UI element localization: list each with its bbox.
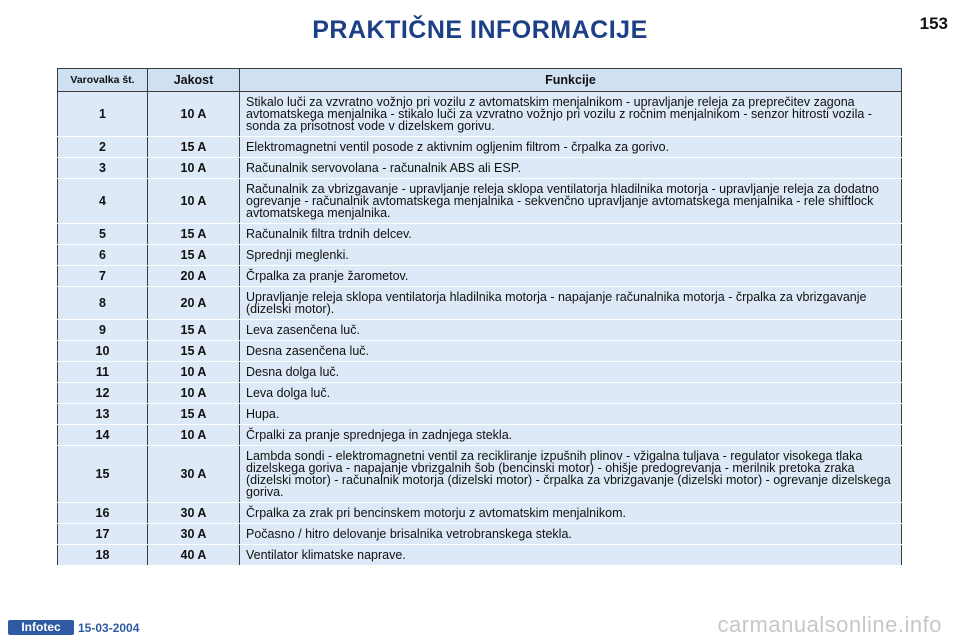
infotec-logo: Infotec	[8, 620, 74, 635]
table-row	[58, 341, 902, 362]
fuse-rating-cell: 30 A	[148, 524, 240, 545]
fuse-number-cell: 6	[58, 245, 148, 266]
fuse-function-cell: Desna dolga luč.	[240, 362, 902, 383]
table-row	[58, 179, 902, 224]
fuse-number-cell: 9	[58, 320, 148, 341]
table-row	[58, 320, 902, 341]
fuse-function-cell: Lambda sondi - elektromagnetni ventil za recikliranje izpušnih plinov - vžigalna tuljava - regulator visokega tlaka dizelskega goriva - napajanje vbrizgalnih šob (bencinski motor) - ohišje predogrevanja - merilnik pretoka zraka (dizelski motor) - računalnik motorja (dizelski motor) - črpalka za vbrizgavanje (dizelski motor) - ogrevanje dizelskega goriva.	[240, 446, 902, 503]
fuse-number-cell: 8	[58, 287, 148, 320]
table-row	[58, 383, 902, 404]
column-header-fuse-number: Varovalka št.	[58, 69, 148, 92]
fuse-number-cell: 10	[58, 341, 148, 362]
fuse-number-cell: 1	[58, 92, 148, 137]
fuse-rating-cell: 15 A	[148, 245, 240, 266]
column-header-functions: Funkcije	[240, 69, 902, 92]
fuse-table	[57, 68, 902, 566]
fuse-function-cell: Računalnik servovolana - računalnik ABS ali ESP.	[240, 158, 902, 179]
fuse-number-cell: 14	[58, 425, 148, 446]
table-row	[58, 524, 902, 545]
fuse-number-cell: 11	[58, 362, 148, 383]
fuse-function-cell: Desna zasenčena luč.	[240, 341, 902, 362]
fuse-number-cell: 16	[58, 503, 148, 524]
fuse-function-cell: Upravljanje releja sklopa ventilatorja hladilnika motorja - napajanje računalnika motorja - črpalka za vbrizgavanje (dizelski motor).	[240, 287, 902, 320]
fuse-number-cell: 15	[58, 446, 148, 503]
table-row	[58, 425, 902, 446]
fuse-function-cell: Črpalki za pranje sprednjega in zadnjega stekla.	[240, 425, 902, 446]
fuse-rating-cell: 10 A	[148, 179, 240, 224]
fuse-function-cell: Hupa.	[240, 404, 902, 425]
fuse-function-cell: Računalnik filtra trdnih delcev.	[240, 224, 902, 245]
fuse-rating-cell: 10 A	[148, 383, 240, 404]
fuse-rating-cell: 15 A	[148, 404, 240, 425]
fuse-function-cell: Črpalka za pranje žarometov.	[240, 266, 902, 287]
fuse-number-cell: 3	[58, 158, 148, 179]
fuse-rating-cell: 15 A	[148, 224, 240, 245]
table-row	[58, 287, 902, 320]
table-row	[58, 224, 902, 245]
fuse-function-cell: Elektromagnetni ventil posode z aktivnim ogljenim filtrom - črpalka za gorivo.	[240, 137, 902, 158]
fuse-number-cell: 18	[58, 545, 148, 566]
fuse-function-cell: Ventilator klimatske naprave.	[240, 545, 902, 566]
table-row	[58, 545, 902, 566]
fuse-number-cell: 5	[58, 224, 148, 245]
fuse-function-cell: Stikalo luči za vzvratno vožnjo pri vozilu z avtomatskim menjalnikom - upravljanje releja za preprečitev zagona avtomatskega menjalnika - stikalo luči za vzvratno vožnjo pri vozilu z ročnim menjalnikom - senzor hitrosti vozila - sonda za prisotnost vode v dizelskem gorivu.	[240, 92, 902, 137]
fuse-table-body	[58, 92, 902, 566]
fuse-rating-cell: 30 A	[148, 503, 240, 524]
table-row	[58, 404, 902, 425]
fuse-rating-cell: 15 A	[148, 137, 240, 158]
fuse-number-cell: 12	[58, 383, 148, 404]
fuse-function-cell: Leva dolga luč.	[240, 383, 902, 404]
fuse-rating-cell: 10 A	[148, 362, 240, 383]
fuse-rating-cell: 10 A	[148, 425, 240, 446]
fuse-number-cell: 4	[58, 179, 148, 224]
fuse-rating-cell: 10 A	[148, 92, 240, 137]
table-row	[58, 266, 902, 287]
fuse-function-cell: Počasno / hitro delovanje brisalnika vetrobranskega stekla.	[240, 524, 902, 545]
table-row	[58, 446, 902, 503]
page-number: 153	[919, 14, 948, 33]
table-row	[58, 245, 902, 266]
table-row	[58, 158, 902, 179]
fuse-function-cell: Računalnik za vbrizgavanje - upravljanje releja sklopa ventilatorja hladilnika motorja - upravljanje releja za dodatno ogrevanje - računalnik avtomatskega menjalnika - sekvenčno upravljanje avtomatskega menjalnika - rele shiftlock avtomatskega menjalnika.	[240, 179, 902, 224]
fuse-rating-cell: 15 A	[148, 320, 240, 341]
watermark: carmanualsonline.info	[717, 612, 942, 637]
table-row	[58, 92, 902, 137]
table-row	[58, 137, 902, 158]
table-header-row	[58, 69, 902, 92]
footer-date: 15-03-2004	[78, 621, 140, 635]
fuse-number-cell: 17	[58, 524, 148, 545]
fuse-rating-cell: 15 A	[148, 341, 240, 362]
table-row	[58, 503, 902, 524]
fuse-function-cell: Sprednji meglenki.	[240, 245, 902, 266]
page-title: PRAKTIČNE INFORMACIJE	[312, 16, 648, 44]
fuse-function-cell: Črpalka za zrak pri bencinskem motorju z avtomatskim menjalnikom.	[240, 503, 902, 524]
fuse-rating-cell: 40 A	[148, 545, 240, 566]
fuse-rating-cell: 20 A	[148, 287, 240, 320]
fuse-number-cell: 7	[58, 266, 148, 287]
table-row	[58, 362, 902, 383]
column-header-rating: Jakost	[148, 69, 240, 92]
fuse-rating-cell: 10 A	[148, 158, 240, 179]
fuse-number-cell: 13	[58, 404, 148, 425]
fuse-function-cell: Leva zasenčena luč.	[240, 320, 902, 341]
fuse-rating-cell: 30 A	[148, 446, 240, 503]
fuse-rating-cell: 20 A	[148, 266, 240, 287]
fuse-number-cell: 2	[58, 137, 148, 158]
